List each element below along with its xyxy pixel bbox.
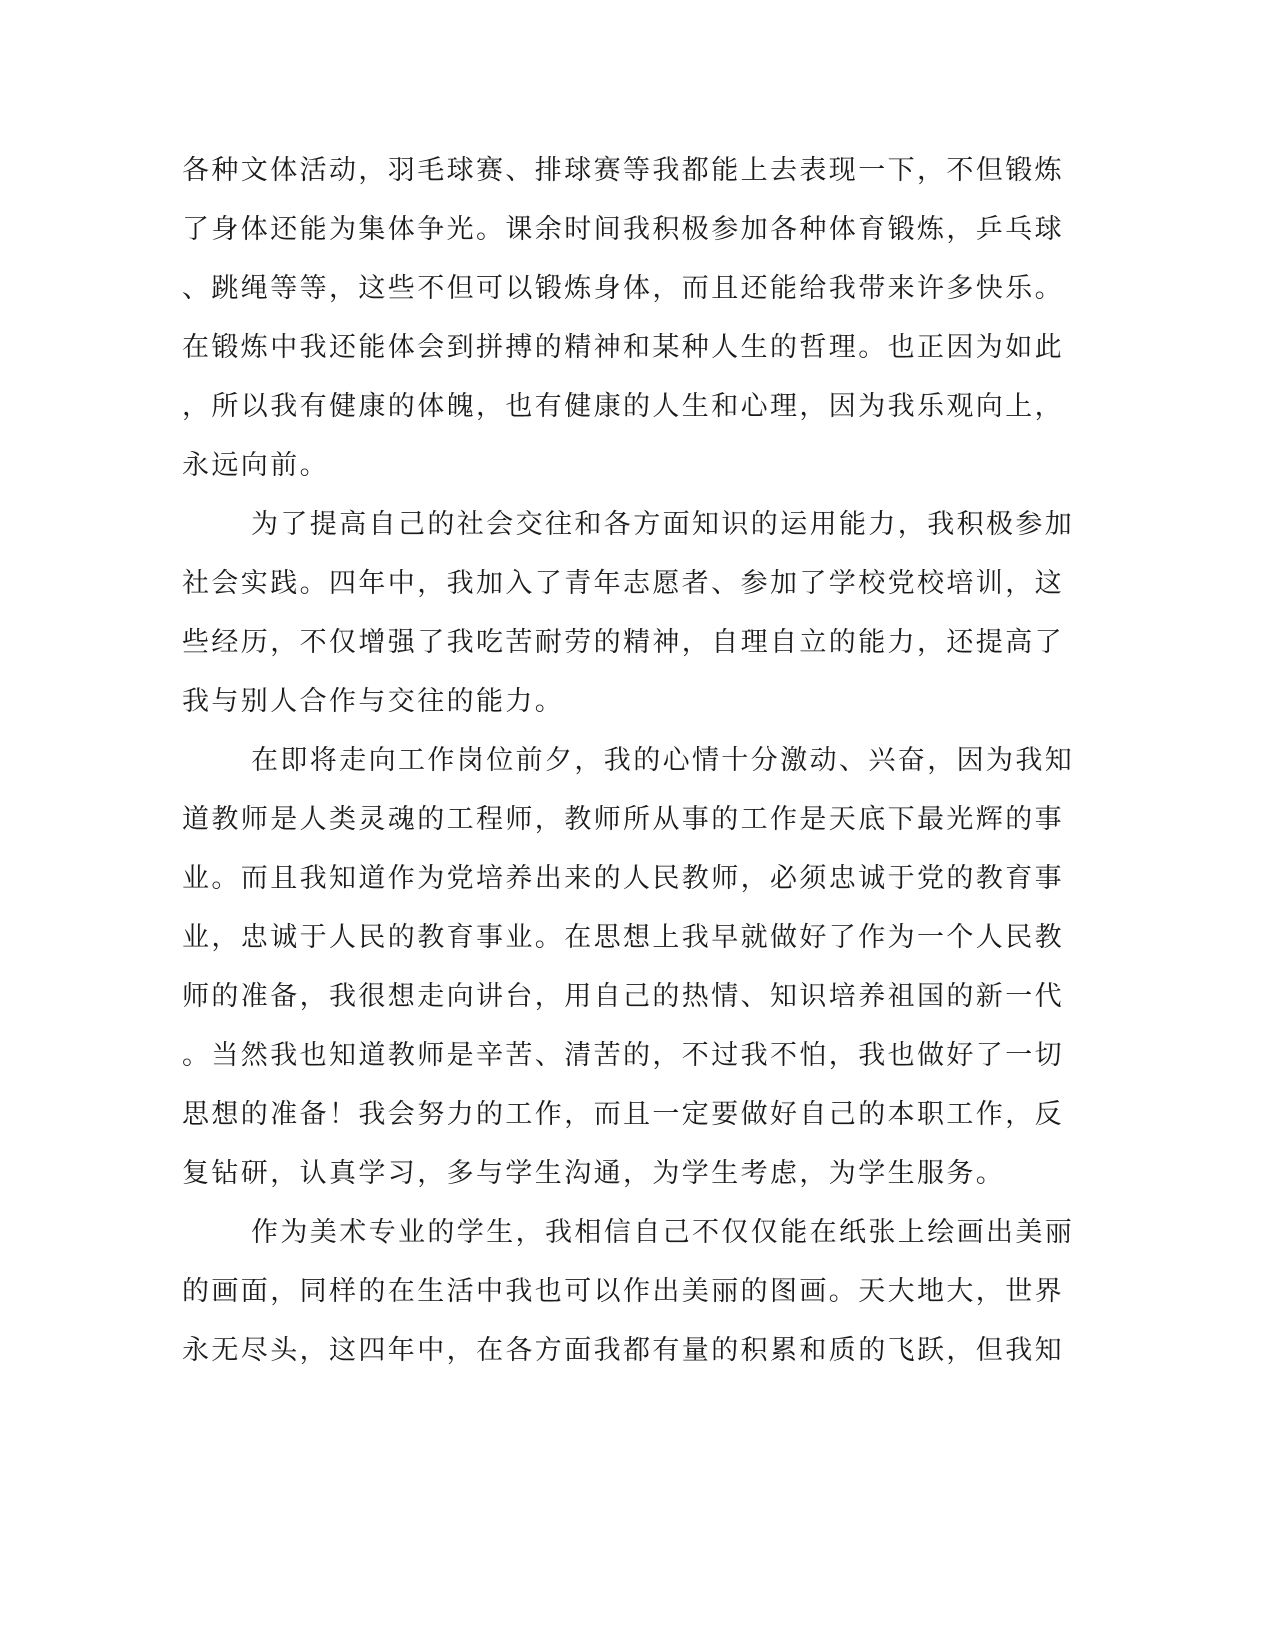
text-line: 业。而且我知道作为党培养出来的人民教师，必须忠诚于党的教育事: [182, 863, 1064, 894]
text-line: 各种文体活动，羽毛球赛、排球赛等我都能上去表现一下，不但锻炼: [182, 155, 1064, 186]
text-line: 道教师是人类灵魂的工程师，教师所从事的工作是天底下最光辉的事: [182, 804, 1064, 835]
text-line: 永无尽头，这四年中，在各方面我都有量的积累和质的飞跃，但我知: [182, 1335, 1064, 1366]
text-line: 我与别人合作与交往的能力。: [182, 686, 565, 717]
text-line: 在锻炼中我还能体会到拼搏的精神和某种人生的哲理。也正因为如此: [182, 332, 1064, 363]
paragraph-start-line: 作为美术专业的学生，我相信自己不仅仅能在纸张上绘画出美丽: [251, 1217, 1075, 1248]
text-line: ，所以我有健康的体魄，也有健康的人生和心理，因为我乐观向上，: [182, 391, 1064, 422]
text-line: 。当然我也知道教师是辛苦、清苦的，不过我不怕，我也做好了一切: [182, 1040, 1064, 1071]
text-line: 永远向前。: [182, 450, 329, 481]
text-line: 、跳绳等等，这些不但可以锻炼身体，而且还能给我带来许多快乐。: [182, 273, 1064, 304]
text-line: 复钻研，认真学习，多与学生沟通，为学生考虑，为学生服务。: [182, 1158, 1006, 1189]
text-line: 业，忠诚于人民的教育事业。在思想上我早就做好了作为一个人民教: [182, 922, 1064, 953]
text-line: 的画面，同样的在生活中我也可以作出美丽的图画。天大地大，世界: [182, 1276, 1064, 1307]
text-line: 思想的准备！我会努力的工作，而且一定要做好自己的本职工作，反: [182, 1099, 1064, 1130]
text-line: 些经历，不仅增强了我吃苦耐劳的精神，自理自立的能力，还提高了: [182, 627, 1064, 658]
paragraph-start-line: 为了提高自己的社会交往和各方面知识的运用能力，我积极参加: [251, 509, 1075, 540]
text-line: 师的准备，我很想走向讲台，用自己的热情、知识培养祖国的新一代: [182, 981, 1064, 1012]
text-line: 社会实践。四年中，我加入了青年志愿者、参加了学校党校培训，这: [182, 568, 1064, 599]
text-line: 了身体还能为集体争光。课余时间我积极参加各种体育锻炼，乒乓球: [182, 214, 1064, 245]
paragraph-start-line: 在即将走向工作岗位前夕，我的心情十分激动、兴奋，因为我知: [251, 745, 1075, 776]
